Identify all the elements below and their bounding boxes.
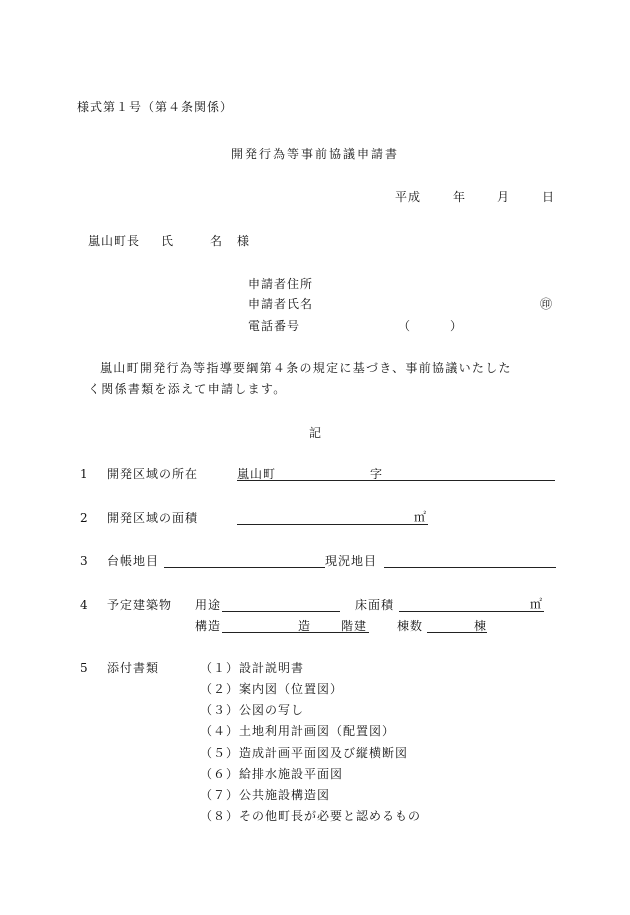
addressee-mayor: 嵐山町長 bbox=[88, 234, 141, 248]
date-year: 年 bbox=[453, 190, 467, 204]
item-3-label: 台帳地目 bbox=[107, 554, 160, 568]
addressee-name: 名 bbox=[210, 234, 224, 248]
attachment-item: （４）土地利用計画図（配置図） bbox=[200, 724, 396, 738]
phone-label: 電話番号 bbox=[248, 319, 301, 333]
item-1-label: 開発区域の所在 bbox=[107, 467, 199, 481]
item-4-yukamenseki: 床面積 bbox=[355, 598, 395, 612]
attachment-item: （５）造成計画平面図及び縦横断図 bbox=[200, 746, 409, 760]
item-3-number: 3 bbox=[80, 554, 89, 568]
item-1-number: 1 bbox=[80, 467, 89, 481]
item-4-kaidate: 階建 bbox=[341, 619, 368, 633]
item-2-number: 2 bbox=[80, 511, 89, 525]
item-4-area-underline bbox=[399, 611, 544, 612]
attachment-item: （１）設計説明書 bbox=[200, 661, 305, 675]
item-4-number: 4 bbox=[80, 598, 89, 612]
body-line-1: 嵐山町開発行為等指導要綱第４条の規定に基づき、事前協議いたした bbox=[100, 361, 512, 375]
item-2-underline bbox=[237, 524, 428, 525]
item-4-youto: 用途 bbox=[195, 598, 222, 612]
attachment-item: （２）案内図（位置図） bbox=[200, 682, 344, 696]
date-day: 日 bbox=[542, 190, 556, 204]
item-4-kouzou: 構造 bbox=[195, 619, 222, 633]
document-title: 開発行為等事前協議申請書 bbox=[230, 147, 399, 161]
addressee-shi: 氏 bbox=[161, 234, 175, 248]
item-4-tou: 棟 bbox=[474, 619, 488, 633]
item-4-unit: ㎡ bbox=[530, 597, 544, 611]
seal-mark: ㊞ bbox=[540, 297, 554, 311]
item-1-town: 嵐山町 bbox=[237, 467, 277, 481]
ki-mark: 記 bbox=[309, 426, 323, 440]
item-1-aza: 字 bbox=[370, 467, 384, 481]
attachment-item: （３）公図の写し bbox=[200, 703, 305, 717]
applicant-name-label: 申請者氏名 bbox=[248, 297, 314, 311]
item-3-underline-b bbox=[384, 567, 556, 568]
applicant-address-label: 申請者住所 bbox=[248, 277, 314, 291]
addressee-sama: 様 bbox=[237, 234, 251, 248]
item-5-label: 添付書類 bbox=[107, 661, 160, 675]
phone-paren-close: ） bbox=[450, 319, 464, 333]
attachment-item: （７）公共施設構造図 bbox=[200, 788, 331, 802]
item-4-label: 予定建築物 bbox=[107, 598, 173, 612]
item-4-youto-underline bbox=[222, 611, 340, 612]
item-5-number: 5 bbox=[80, 661, 89, 675]
attachment-item: （８）その他町長が必要と認めるもの bbox=[200, 809, 422, 823]
date-month: 月 bbox=[497, 190, 511, 204]
item-2-unit: ㎡ bbox=[414, 510, 428, 524]
phone-paren-open: （ bbox=[398, 319, 412, 333]
item-4-zou: 造 bbox=[298, 619, 312, 633]
item-4-structure-underline bbox=[222, 632, 369, 633]
item-2-label: 開発区域の面積 bbox=[107, 511, 199, 525]
item-3-underline-a bbox=[164, 567, 325, 568]
form-number: 様式第１号（第４条関係） bbox=[77, 100, 234, 114]
item-4-tousu: 棟数 bbox=[397, 619, 424, 633]
item-3-label2: 現況地目 bbox=[325, 554, 378, 568]
date-era: 平成 bbox=[395, 190, 422, 204]
attachment-item: （６）給排水施設平面図 bbox=[200, 767, 344, 781]
item-1-underline bbox=[237, 480, 555, 481]
body-line-2: く関係書類を添えて申請します。 bbox=[88, 382, 287, 396]
